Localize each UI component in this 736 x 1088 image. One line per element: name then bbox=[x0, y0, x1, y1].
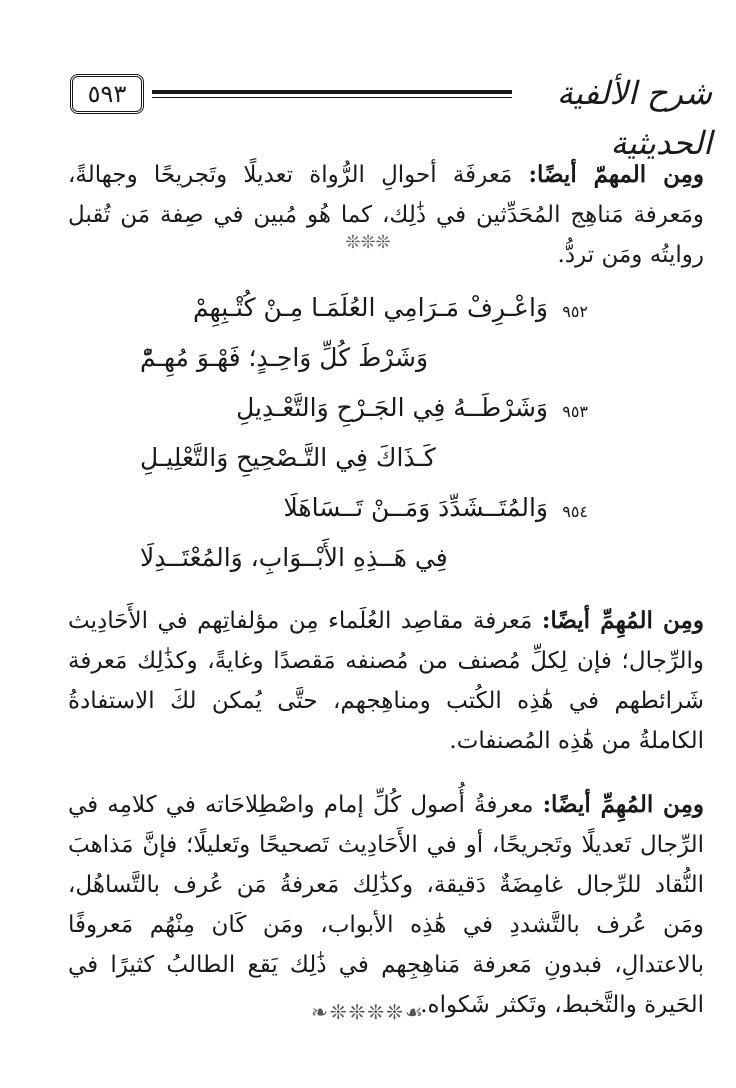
paragraph-text: معرفةُ أُصول كُلِّ إمام واصْطِلاحَاته في كلامِه في الرِّجال تَعديلًا وتَجريحًا، أو في الأَحَادِيث تَصحيحًا وتَعليلًا؛ فإنَّ مَذاهبَ النُّقاد للرِّجال غامِضَةٌ دَقيقة، وكذَٰلِك مَعرفةُ مَن عُرف بالتَّساهُل، ومَن عُرف بالتَّشددِ في هَٰذِه الأبواب، ومَن كَان مِنْهُم مَعروفًا بالاعتدالِ، فبدونِ مَعرفة مَناهِجِهم في ذَٰلِك يَقع الطالبُ كثيرًا في الحَيرة والتَّخبط، وتَكثر شَكواه. bbox=[68, 792, 705, 1018]
page-header bbox=[64, 68, 712, 162]
verse-hemistich-first: وَالمُتَــشَدِّدَ وَمَــنْ تَــسَاهَلَا bbox=[283, 493, 548, 522]
verse-number: ٩٥٤ bbox=[562, 502, 588, 521]
verse-hemistich-second: فِي هَــذِهِ الأَبْــوَابِ، وَالمُعْتَــدِلَا bbox=[140, 543, 448, 572]
header-rule-thin bbox=[152, 97, 512, 98]
section-divider: ❊❊❊ bbox=[345, 232, 391, 253]
page-number: ٥٩٣ bbox=[87, 80, 127, 108]
verse-number: ٩٥٢ bbox=[562, 302, 588, 321]
paragraph-1 bbox=[68, 155, 704, 275]
verse-hemistich-first: وَشَرْطَــهُ فِي الجَـرْحِ وَالتَّعْـدِيلِ bbox=[236, 393, 548, 422]
verse-hemistich-second: وَشَرْطَ كُلِّ وَاحِـدٍ؛ فَهْـوَ مُهِـمّْ bbox=[140, 343, 429, 372]
paragraph-text: مَعرفَة أحوالِ الرُّواة تعديلًا وتَجريحًا وجهالةً، ومَعرفة مَناهِج المُحَدِّثين في ذَٰلِك، كما هُو مُبين في صِفة مَن تُقبل روايتُه ومَن تردُّ. bbox=[68, 162, 704, 268]
verse-hemistich-second: كَـذَاكَ فِي التَّـصْحِيحِ وَالتَّعْلِيـلِ bbox=[140, 443, 436, 472]
header-rule bbox=[152, 90, 512, 94]
paragraph-lead: ومِن المهمّ أيضًا: bbox=[528, 161, 705, 188]
book-title: شرح الألفية الحديثية bbox=[556, 74, 712, 162]
paragraph-lead: ومِن المُهِمِّ أيضًا: bbox=[542, 791, 704, 818]
paragraph-2 bbox=[68, 601, 704, 761]
page-number-box bbox=[70, 74, 144, 114]
verse-number: ٩٥٣ bbox=[562, 402, 588, 421]
end-ornament: ❧❊❊❊❊☙ bbox=[311, 1000, 425, 1024]
paragraph-text: مَعرفة مقاصِد العُلَماء مِن مؤلفاتِهم في الأَحَادِيث والرِّجال؛ فإن لِكلِّ مُصنف من مُصنفه مَقصدًا وغايةً، وكذَٰلِك مَعرفة شَرائطهم في هَٰذِه الكُتب ومناهِجهم، حتَّى يُمكن لكَ الاستفادةُ الكاملةُ من هَٰذِه المُصنفات. bbox=[68, 608, 704, 754]
paragraph-3 bbox=[68, 785, 704, 1025]
paragraph-lead: ومِن المُهِمِّ أيضًا: bbox=[541, 607, 704, 634]
verse-hemistich-first: وَاعْـرِفْ مَـرَامِي العُلَمَـا مِـنْ كُتْـبِهِمْ bbox=[193, 293, 548, 322]
